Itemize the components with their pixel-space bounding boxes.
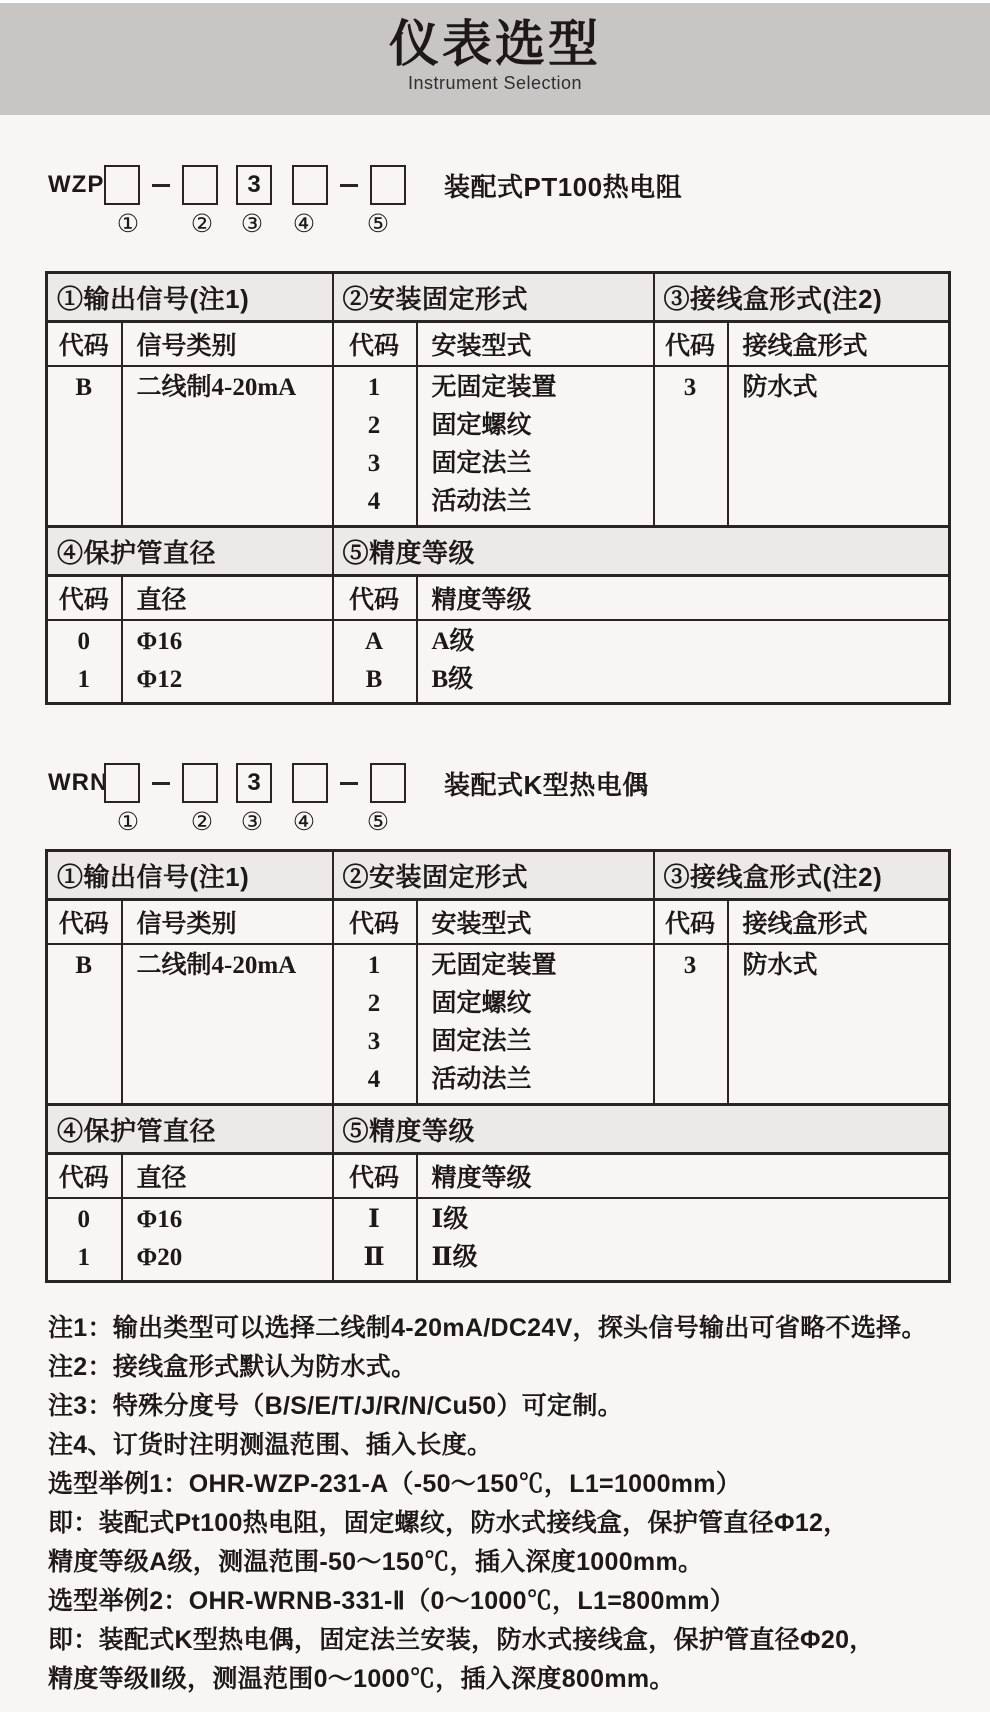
column-header-install-type: 安装型式 [417,322,654,367]
accuracy-codes-cell [333,1198,417,1282]
column-header-code: 代码 [47,322,122,367]
circle-marker-3: ③ [240,211,264,238]
cell-value: Φ16 [136,628,183,655]
cell-value: 活动法兰 [431,488,532,515]
note-line: 即：装配式K型热电偶，固定法兰安装，防水式接线盒，保护管直径Φ20， [48,1626,875,1654]
diameter-codes-cell [47,1198,122,1282]
model-code-box-1 [104,165,140,205]
circle-marker-4: ④ [292,809,316,836]
table-row [47,527,950,576]
header-band [0,3,990,115]
cell-value: 无固定装置 [431,952,557,979]
column-header-install-type: 安装型式 [417,900,654,945]
section-header-accuracy: ⑤精度等级 [333,1105,950,1154]
cell-value: 1 [367,952,381,979]
circle-marker-3: ③ [240,809,264,836]
column-header-code: 代码 [654,322,728,367]
column-header-code: 代码 [47,900,122,945]
column-header-code: 代码 [333,900,417,945]
accuracy-codes-cell [333,620,417,704]
note-line: 选型举例1：OHR-WZP-231-A（-50～150℃，L1=1000mm） [48,1470,742,1498]
cell-value: 4 [367,1066,381,1093]
accuracy-labels-cell [417,1198,950,1282]
table-row [47,273,950,322]
diameter-codes-cell [47,620,122,704]
cell-value: 2 [367,990,381,1017]
table-row [47,851,950,900]
table-row [47,576,950,621]
circle-marker-2: ② [190,211,214,238]
dash-separator [340,184,358,187]
cell-value: 防水式 [742,374,818,401]
output-label-cell [122,366,333,527]
install-labels-cell [417,366,654,527]
column-header-diameter: 直径 [122,1154,333,1199]
model-code-box-5 [370,763,406,803]
accuracy-labels-cell [417,620,950,704]
column-header-junction-type: 接线盒形式 [728,900,950,945]
cell-value: 0 [77,1206,90,1233]
junction-label-cell [728,944,950,1105]
dash-separator [340,782,358,785]
cell-value: A级 [431,628,475,655]
cell-value: 0 [77,628,90,655]
table-row [47,900,950,945]
wzp-selection-table [45,271,951,705]
note-line: 精度等级Ⅱ级，测温范围0～1000℃，插入深度800mm。 [48,1665,675,1693]
table-row [47,366,950,527]
column-header-signal-type: 信号类别 [122,322,333,367]
model-code-box-2 [182,165,218,205]
junction-code-cell [654,366,728,527]
column-header-diameter: 直径 [122,576,333,621]
table-row [47,322,950,367]
note-line: 精度等级A级，测温范围-50～150℃，插入深度1000mm。 [48,1548,704,1576]
diameter-labels-cell [122,620,333,704]
circle-marker-1: ① [116,809,140,836]
model-description: 装配式PT100热电阻 [444,171,683,202]
circle-marker-2: ② [190,809,214,836]
cell-value: 1 [367,374,381,401]
model-description: 装配式K型热电偶 [444,769,649,800]
model-code-box-4 [292,763,328,803]
cell-value: Φ20 [136,1244,183,1271]
column-header-code: 代码 [47,576,122,621]
note-line: 注3：特殊分度号（B/S/E/T/J/R/N/Cu50）可定制。 [48,1392,623,1420]
section-header-tube-diameter: ④保护管直径 [47,1105,333,1154]
cell-value: 3 [367,1028,381,1055]
install-labels-cell [417,944,654,1105]
note-line: 注4、订货时注明测温范围、插入长度。 [48,1431,493,1459]
cell-value: B级 [431,666,474,693]
column-header-code: 代码 [47,1154,122,1199]
column-header-code: 代码 [333,322,417,367]
section-header-accuracy: ⑤精度等级 [333,527,950,576]
model-code-box-2 [182,763,218,803]
output-code-cell [47,944,122,1105]
cell-value: Φ12 [136,666,183,693]
section-header-junction-box: ③接线盒形式(注2) [654,273,950,322]
install-codes-cell [333,944,417,1105]
model-prefix: WZP [48,171,105,198]
note-line: 注1：输出类型可以选择二线制4-20mA/DC24V，探头信号输出可省略不选择。 [48,1314,927,1342]
circle-marker-4: ④ [292,211,316,238]
diameter-labels-cell [122,1198,333,1282]
cell-value: 固定法兰 [431,450,532,477]
install-codes-cell [333,366,417,527]
cell-value: B [365,666,383,693]
cell-value: B [75,374,93,401]
cell-value: 3 [367,450,381,477]
cell-value: 固定螺纹 [431,412,532,439]
cell-value: 固定法兰 [431,1028,532,1055]
page-subtitle: Instrument Selection [407,73,583,93]
model-code-box-4 [292,165,328,205]
section-header-mounting: ②安装固定形式 [333,851,654,900]
note-line: 选型举例2：OHR-WRNB-331-Ⅱ（0～1000℃，L1=800mm） [48,1587,736,1615]
cell-value: 3 [683,952,697,979]
section-header-output-signal: ①输出信号(注1) [47,851,333,900]
section-header-junction-box: ③接线盒形式(注2) [654,851,950,900]
cell-value: B [75,952,93,979]
cell-value: 1 [77,666,90,693]
table-row [47,1105,950,1154]
column-header-code: 代码 [333,1154,417,1199]
note-line: 即：装配式Pt100热电阻，固定螺纹，防水式接线盒，保护管直径Φ12， [48,1509,849,1537]
column-header-junction-type: 接线盒形式 [728,322,950,367]
cell-value: 二线制4-20mA [136,952,297,979]
cell-value: Ⅰ级 [431,1206,469,1233]
section-header-mounting: ②安装固定形式 [333,273,654,322]
circle-marker-5: ⑤ [366,809,390,836]
model-code-box-1 [104,763,140,803]
cell-value: Ⅰ [368,1206,380,1233]
column-header-signal-type: 信号类别 [122,900,333,945]
cell-value: 4 [367,488,381,515]
column-header-code: 代码 [654,900,728,945]
cell-value: A [364,628,384,655]
circle-marker-1: ① [116,211,140,238]
cell-value: 防水式 [742,952,818,979]
cell-value: Ⅱ [363,1244,385,1271]
model-code-box-3: 3 [236,165,272,205]
dash-separator [152,782,170,785]
cell-value: 二线制4-20mA [136,374,297,401]
wrn-selection-table [45,849,951,1283]
column-header-accuracy: 精度等级 [417,576,950,621]
cell-value: 3 [683,374,697,401]
junction-code-cell [654,944,728,1105]
cell-value: 2 [367,412,381,439]
model-code-box-3: 3 [236,763,272,803]
table-row [47,1154,950,1199]
output-code-cell [47,366,122,527]
cell-value: 无固定装置 [431,374,557,401]
wzp-position-markers [0,209,990,241]
column-header-code: 代码 [333,576,417,621]
table-row [47,620,950,704]
cell-value: 固定螺纹 [431,990,532,1017]
section-header-tube-diameter: ④保护管直径 [47,527,333,576]
section-header-output-signal: ①输出信号(注1) [47,273,333,322]
cell-value: 活动法兰 [431,1066,532,1093]
wzp-model-code-line [0,163,990,207]
page-title: 仪表选型 [389,16,601,72]
column-header-accuracy: 精度等级 [417,1154,950,1199]
junction-label-cell [728,366,950,527]
table-row [47,944,950,1105]
output-label-cell [122,944,333,1105]
note-line: 注2：接线盒形式默认为防水式。 [48,1353,417,1381]
model-code-box-5 [370,165,406,205]
footnotes [48,1309,990,1699]
wzp-model-block [0,163,990,241]
dash-separator [152,184,170,187]
model-prefix: WRN [48,769,109,796]
table-row [47,1198,950,1282]
wrn-model-block [0,761,990,839]
cell-value: Φ16 [136,1206,183,1233]
wrn-model-code-line [0,761,990,805]
cell-value: 1 [77,1244,90,1271]
cell-value: Ⅱ级 [431,1244,478,1271]
circle-marker-5: ⑤ [366,211,390,238]
wrn-position-markers [0,807,990,839]
